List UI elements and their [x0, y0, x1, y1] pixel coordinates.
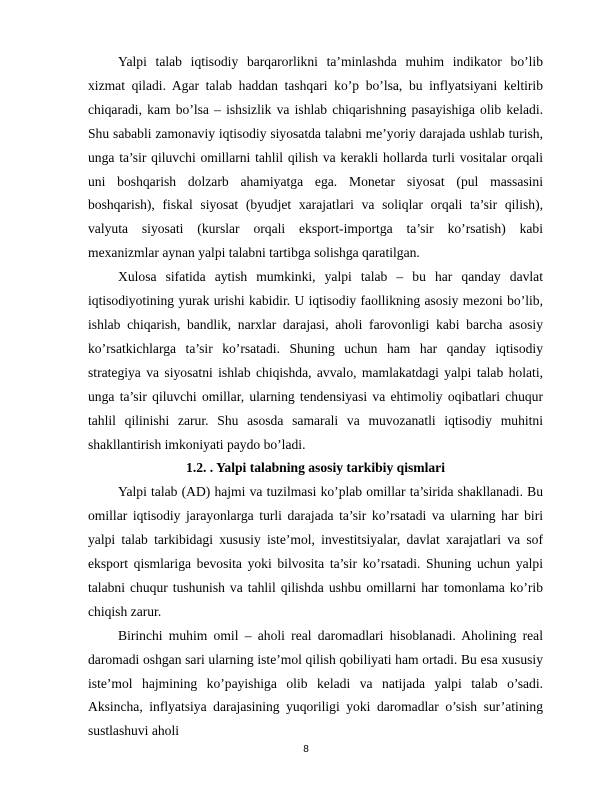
- paragraph-real-income-factor: Birinchi muhim omil – aholi real daromadlari hisoblanadi. Aholining real daromadi oshgan sari ularning iste’mol qilish qobiliyati ham ortadi. Bu esa xususiy iste’mol hajmining ko’payishiga olib keladi va natijada yalpi talab o’sadi. Aksincha, inflyatsiya darajasining yuqoriligi yoki daromadlar o’sish sur’atining sustlashuvi aholi: [88, 627, 543, 739]
- page-number: 8: [303, 744, 309, 755]
- paragraph-demand-structure: Yalpi talab (AD) hajmi va tuzilmasi ko’plab omillar ta’sirida shakllanadi. Bu omillar iqtisodiy jarayonlarga turli darajada ta’sir ko’rsatadi va ularning har biri yalpi talab tarkibidagi xususiy iste’mol, investitsiyalar, davlat xarajatlari va sof eksport qismlariga bevosita yoki bilvosita ta’sir ko’rsatadi. Shuning uchun yalpi talabni chuqur tushunish va tahlil qilishda ushbu omillarni har tomonlama ko’rib chiqish zarur.: [88, 484, 543, 619]
- document-page: [88, 50, 543, 743]
- paragraph-conclusion: Xulosa sifatida aytish mumkinki, yalpi talab – bu har qanday davlat iqtisodiyotining yurak urishi kabidir. U iqtisodiy faollikning asosiy mezoni bo’lib, ishlab chiqarish, bandlik, narxlar darajasi, aholi farovonligi kabi barcha asosiy ko’rsatkichlarga ta’sir ko’rsatadi. Shuning uchun ham har qanday iqtisodiy strategiya va siyosatni ishlab chiqishda, avvalo, mamlakatdagi yalpi talab holati, unga ta’sir qiluvchi omillar, ularning tendensiyasi va ehtimoliy oqibatlari chuqur tahlil qilinishi zarur. Shu asosda samarali va muvozanatli iqtisodiy muhitni shakllantirish imkoniyati paydo bo’ladi.: [88, 269, 543, 452]
- section-heading: 1.2. . Yalpi talabning asosiy tarkibiy qismlari: [186, 460, 445, 476]
- paragraph-aggregate-demand-stability: Yalpi talab iqtisodiy barqarorlikni ta’minlashda muhim indikator bo’lib xizmat qiladi. Agar talab haddan tashqari ko’p bo’lsa, bu inflyatsiyani keltirib chiqaradi, kam bo’lsa – ishsizlik va ishlab chiqarishning pasayishiga olib keladi. Shu sababli zamonaviy iqtisodiy siyosatda talabni me’yoriy darajada ushlab turish, unga ta’sir qiluvchi omillarni tahlil qilish va kerakli hollarda turli vositalar orqali uni boshqarish dolzarb ahamiyatga ega. Monetar siyosat (pul massasini boshqarish), fiskal siyosat (byudjet xarajatlari va soliqlar orqali ta’sir qilish), valyuta siyosati (kurslar orqali eksport-importga ta’sir ko’rsatish) kabi mexanizmlar aynan yalpi talabni tartibga solishga qaratilgan.: [88, 54, 543, 261]
